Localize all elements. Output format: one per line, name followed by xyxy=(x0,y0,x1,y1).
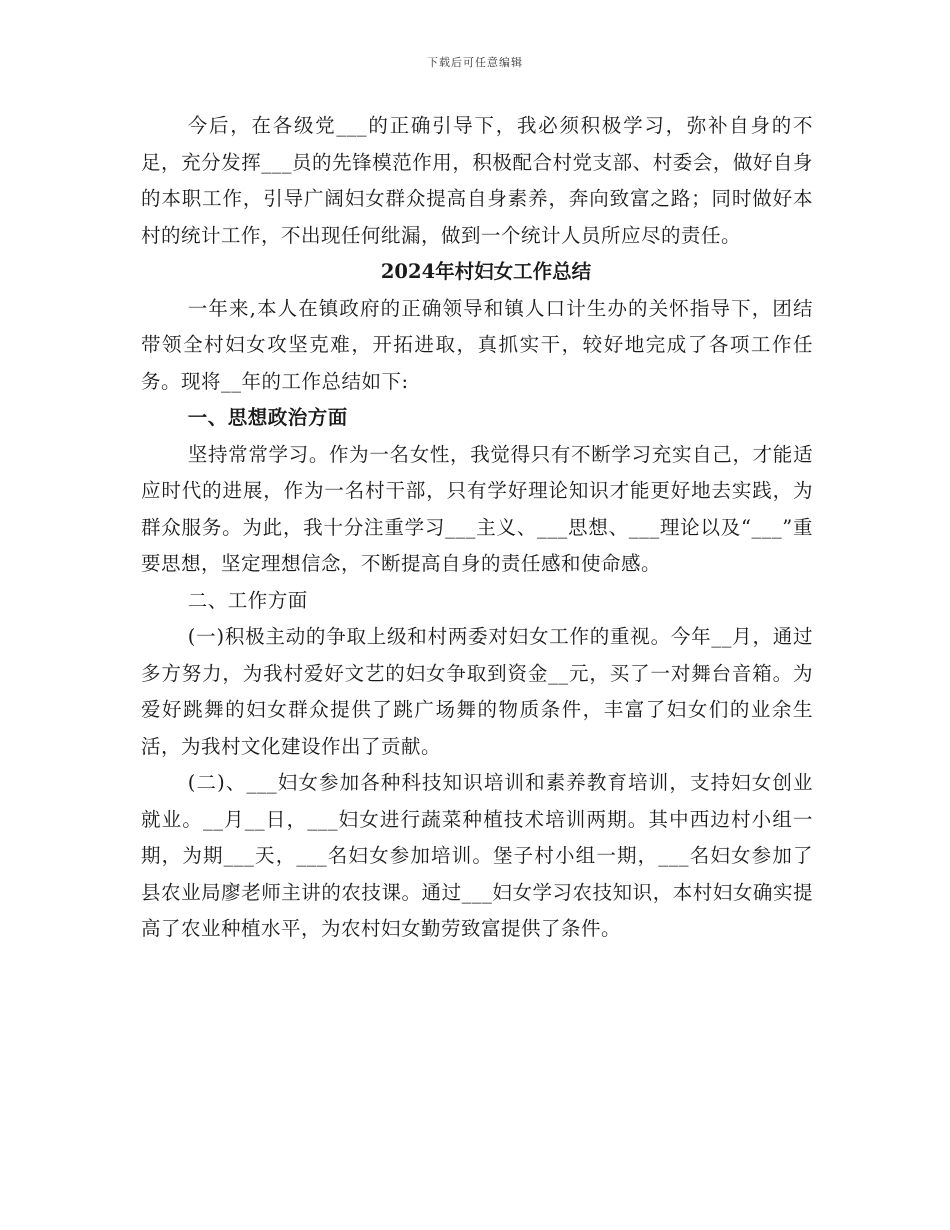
section1-paragraph: 坚持常常学习。作为一名女性，我觉得只有不断学习充实自己，才能适应时代的进展，作为一名村干部，只有学好理论知识才能更好地去实践，为群众服务。为此，我十分注重学习___主义、___思想、___理论以及“___”重要思想，坚定理想信念，不断提高自身的责任感和使命感。 xyxy=(141,442,813,575)
intro-paragraph: 今后，在各级党___的正确引导下，我必须积极学习，弥补自身的不足，充分发挥___员的先锋模范作用，积极配合村党支部、村委会，做好自身的本职工作，引导广阔妇女群众提高自身素养，奔向致富之路；同时做好本村的统计工作，不出现任何纰漏，做到一个统计人员所应尽的责任。 xyxy=(141,114,813,247)
section2-item2-paragraph: (二)、___妇女参加各种科技知识培训和素养教育培训，支持妇女创业就业。__月__日，___妇女进行蔬菜种植技术培训两期。其中西边村小组一期，为期___天，___名妇女参加培训。堡子村小组一期，___名妇女参加了县农业局廖老师主讲的农技课。通过___妇女学习农技知识，本村妇女确实提高了农业种植水平，为农村妇女勤劳致富提供了条件。 xyxy=(141,771,813,940)
document-body xyxy=(141,108,813,948)
section2-heading: 二、工作方面 xyxy=(187,588,308,612)
page-header: 下载后可任意编辑 xyxy=(427,56,523,69)
document-title: 2024年村妇女工作总结 xyxy=(380,260,592,283)
opening-paragraph: 一年来,本人在镇政府的正确领导和镇人口计生办的关怀指导下，团结带领全村妇女攻坚克难，开拓进取，真抓实干，较好地完成了各项工作任务。现将__年的工作总结如下: xyxy=(141,296,813,393)
section2-item1-paragraph: (一)积极主动的争取上级和村两委对妇女工作的重视。今年__月，通过多方努力，为我村爱好文艺的妇女争取到资金__元，买了一对舞台音箱。为爱好跳舞的妇女群众提供了跳广场舞的物质条件，丰富了妇女们的业余生活，为我村文化建设作出了贡献。 xyxy=(141,625,813,758)
section1-heading: 一、思想政治方面 xyxy=(187,406,348,429)
